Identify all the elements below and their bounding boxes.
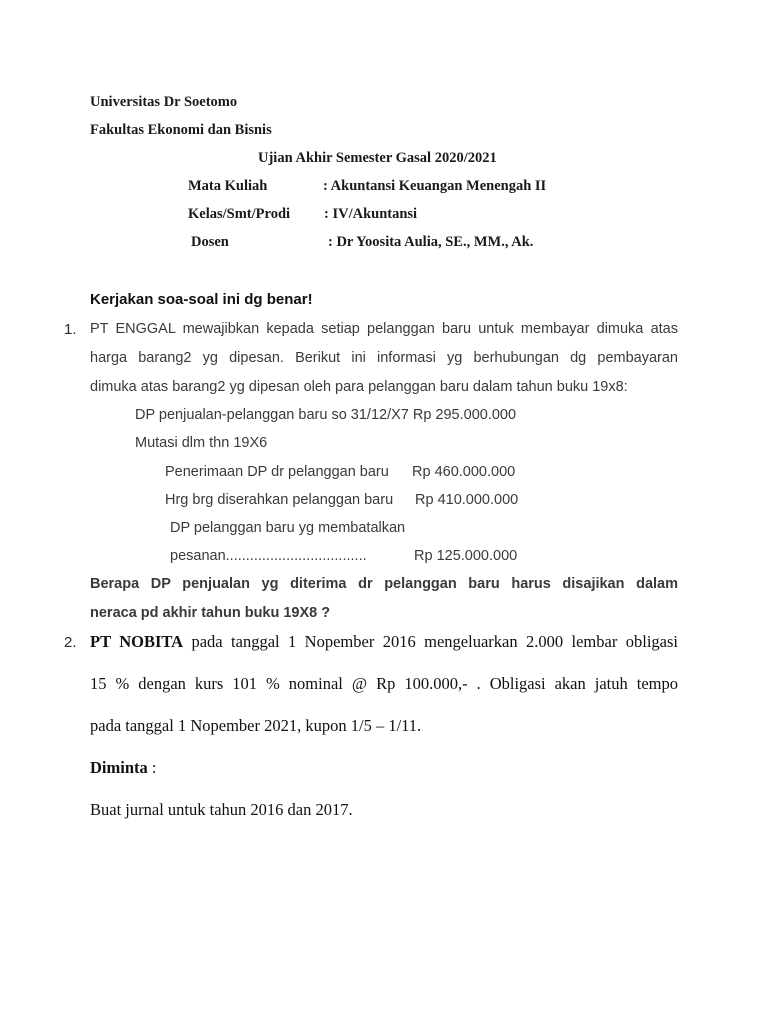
q1-sub-3-value: Rp 125.000.000	[414, 548, 518, 564]
q2-company: PT NOBITA	[90, 632, 184, 651]
q1-sub-3-label: DP pelanggan baru yg membatalkan	[170, 520, 406, 536]
q1-line-3: dimuka atas barang2 yg dipesan oleh para pelanggan baru dalam tahun buku 19x8:	[90, 379, 628, 395]
class-value: : IV/Akuntansi	[324, 206, 418, 222]
q1-item-1: DP penjualan-pelanggan baru so 31/12/X7 Rp 295.000.000	[135, 407, 517, 423]
q1-line-2: harga barang2 yg dipesan. Berikut ini informasi yg berhubungan dg pembayaran	[90, 350, 678, 366]
q1-sub-1-label: Penerimaan DP dr pelanggan baru	[165, 464, 389, 480]
course-value: : Akuntansi Keuangan Menengah II	[323, 178, 547, 194]
lecturer-label: Dosen	[191, 234, 229, 250]
q2-diminta	[90, 758, 156, 778]
instruction: Kerjakan soa-soal ini dg benar!	[90, 291, 313, 308]
q2-line-1-rest: pada tanggal 1 Nopember 2016 mengeluarkan 2.000 lembar obligasi	[183, 632, 678, 651]
course-label: Mata Kuliah	[188, 178, 268, 194]
q1-number: 1.	[64, 321, 77, 338]
class-label: Kelas/Smt/Prodi	[188, 206, 291, 222]
q1-sub-2-value: Rp 410.000.000	[415, 492, 519, 508]
q1-item-2: Mutasi dlm thn 19X6	[135, 435, 268, 451]
lecturer-value: : Dr Yoosita Aulia, SE., MM., Ak.	[328, 234, 534, 250]
q1-question-line-1: Berapa DP penjualan yg diterima dr pelanggan baru harus disajikan dalam	[90, 576, 678, 592]
q1-sub-1-value: Rp 460.000.000	[412, 464, 516, 480]
q2-diminta-label: Diminta	[90, 758, 148, 777]
q2-number: 2.	[64, 634, 77, 651]
q1-sub-3-label-cont: pesanan...................................	[170, 548, 367, 564]
faculty-name: Fakultas Ekonomi dan Bisnis	[90, 122, 272, 138]
q2-diminta-colon: :	[147, 758, 157, 777]
q2-task: Buat jurnal untuk tahun 2016 dan 2017.	[90, 800, 353, 819]
exam-title: Ujian Akhir Semester Gasal 2020/2021	[258, 150, 497, 166]
university-name: Universitas Dr Soetomo	[90, 94, 238, 110]
q1-question-line-2: neraca pd akhir tahun buku 19X8 ?	[90, 605, 331, 621]
q2-line-1	[90, 632, 678, 652]
q2-line-2: 15 % dengan kurs 101 % nominal @ Rp 100.000,- . Obligasi akan jatuh tempo	[90, 674, 678, 693]
q2-line-3: pada tanggal 1 Nopember 2021, kupon 1/5 – 1/11.	[90, 716, 422, 735]
q1-line-1: PT ENGGAL mewajibkan kepada setiap pelanggan baru untuk membayar dimuka atas	[90, 321, 678, 337]
q1-sub-2-label: Hrg brg diserahkan pelanggan baru	[165, 492, 394, 508]
